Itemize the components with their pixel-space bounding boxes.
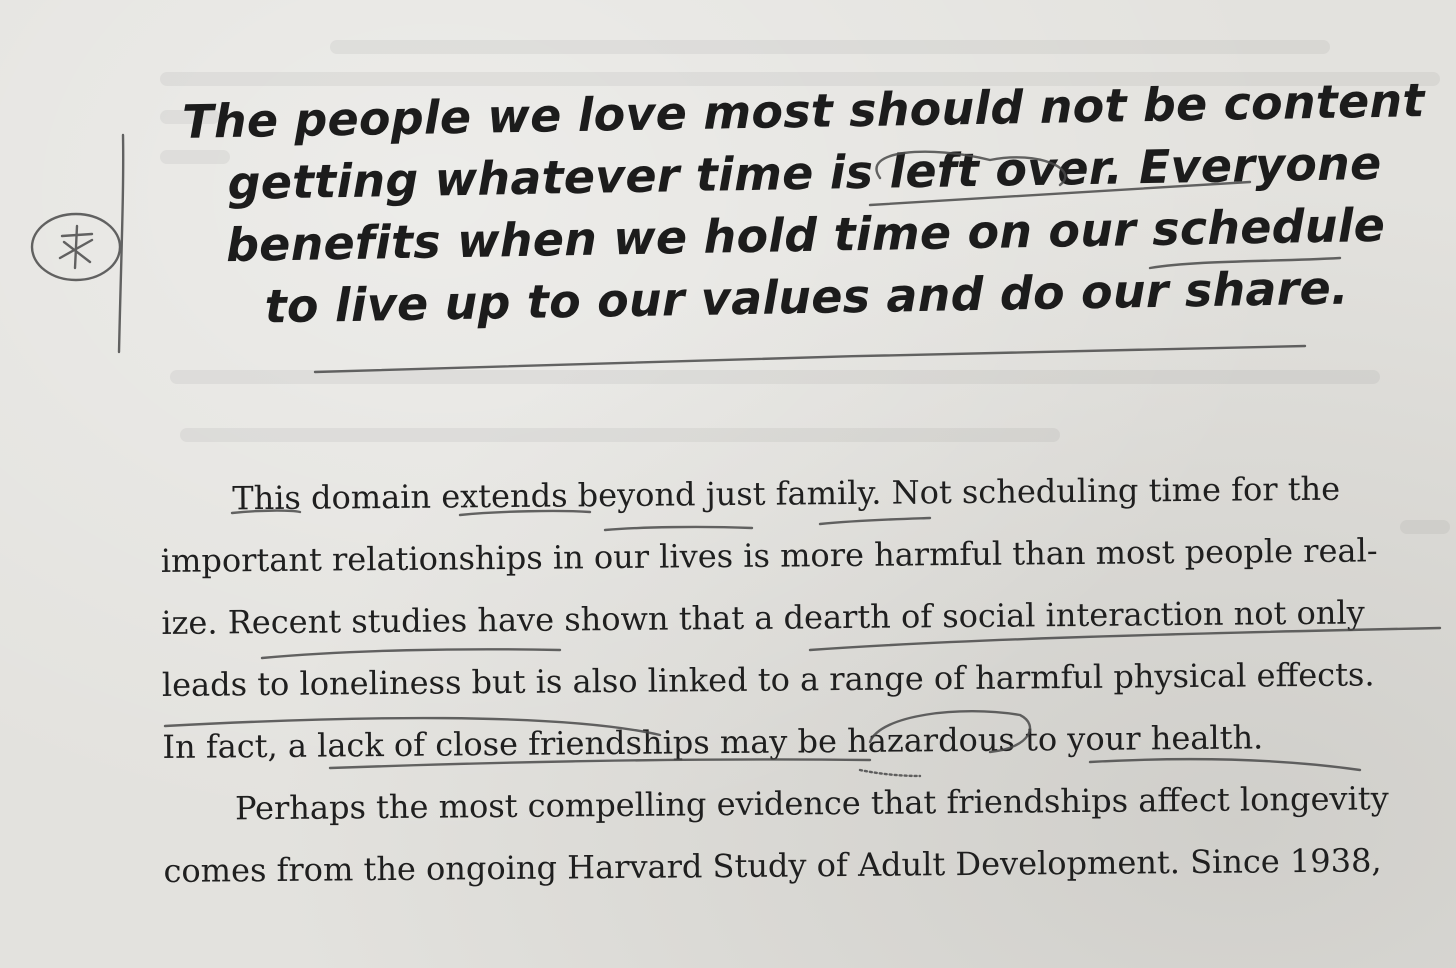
body-line: ize. Recent studies have shown that a dearth of social interaction not only: [161, 593, 1365, 642]
body-line: In fact, a lack of close friendships may be hazardous to your health.: [162, 718, 1264, 766]
margin-bar: [119, 135, 123, 352]
body-line: leads to loneliness but is also linked to a range of harmful physical effects.: [161, 655, 1375, 704]
body-line: important relationships in our lives is more harmful than most people real-: [160, 531, 1378, 580]
pull-quote: [168, 69, 1442, 339]
pull-quote-line: benefits when we hold time on our schedule: [225, 197, 1386, 273]
pull-quote-line: getting whatever time is left over. Everyone: [227, 135, 1382, 211]
body-line: comes from the ongoing Harvard Study of Adult Development. Since 1938,: [163, 841, 1382, 890]
body-line: This domain extends beyond just family. Not scheduling time for the: [232, 469, 1341, 518]
circled-asterisk-icon: [32, 214, 120, 280]
pull-quote-line: The people we love most should not be content: [181, 73, 1425, 149]
pull-quote-line: to live up to our values and do our share.: [264, 260, 1350, 334]
body-paragraphs: [160, 457, 1450, 902]
underline: [315, 346, 1305, 372]
body-line: Perhaps the most compelling evidence that friendships affect longevity: [234, 779, 1389, 828]
